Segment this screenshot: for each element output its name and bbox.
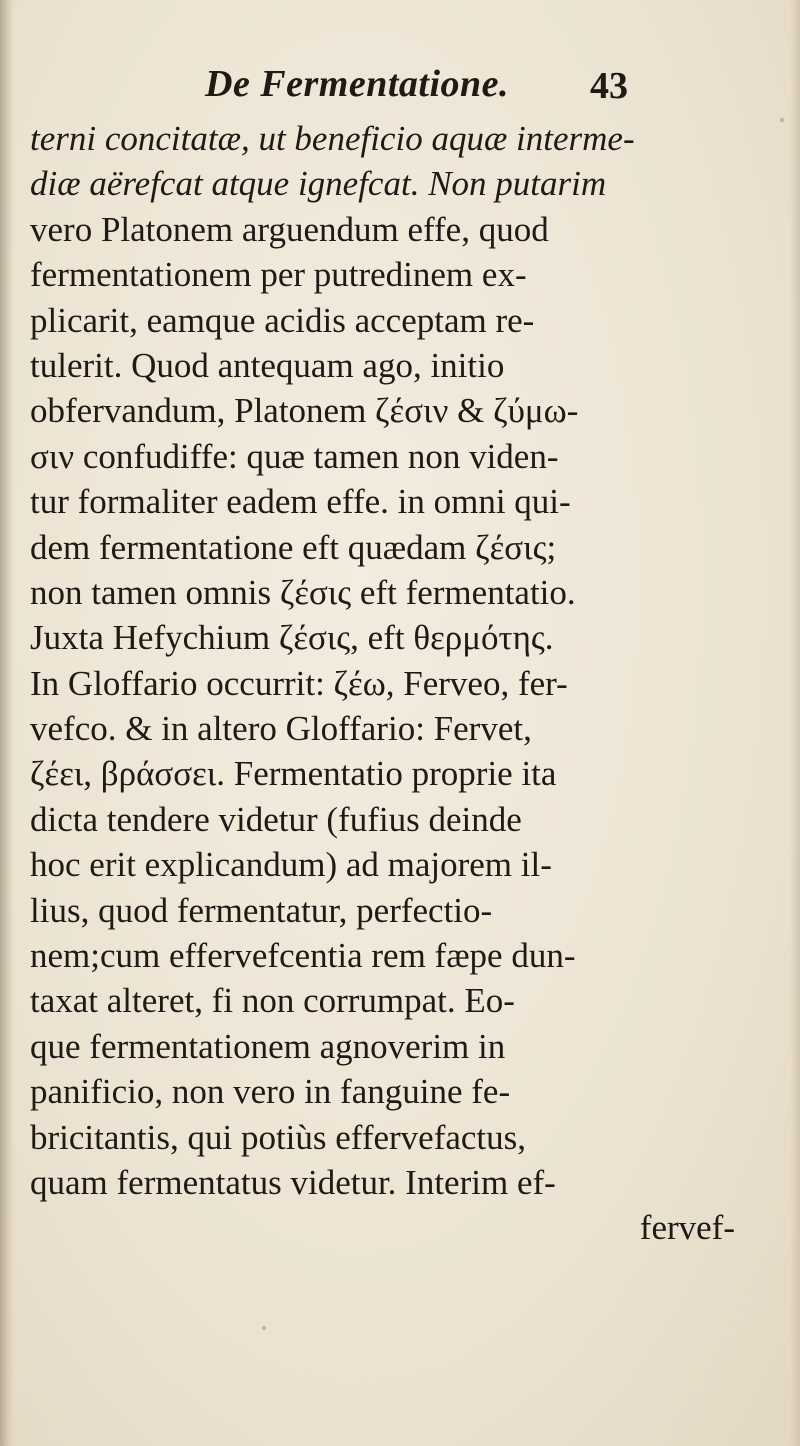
- text-line: quam fermentatus videtur. Interim ef-: [30, 1162, 556, 1202]
- text-line: obfervandum, Platonem ζέσιν & ζύμω-: [30, 391, 579, 431]
- text-line: tulerit. Quod antequam ago, initio: [30, 345, 505, 385]
- text-line: ζέει, βράσσει. Fermentatio proprie ita: [30, 754, 557, 794]
- catchword: fervef-: [639, 1208, 735, 1248]
- text-line: bricitantis, qui potiùs effervefactus,: [30, 1117, 527, 1157]
- text-line: lius, quod fermentatur, perfectio-: [30, 890, 493, 930]
- text-line: σιν confudiffe: quæ tamen non viden-: [30, 436, 559, 476]
- text-line: vero Platonem arguendum effe, quod: [30, 209, 549, 249]
- text-line: hoc erit explicandum) ad majorem il-: [30, 845, 552, 885]
- text-line: Juxta Hefychium ζέσις, eft θερμότης.: [30, 618, 554, 658]
- text-line: dicta tendere videtur (fufius deinde: [30, 799, 522, 839]
- text-line: In Gloffario occurrit: ζέω, Ferveo, fer-: [30, 663, 568, 703]
- text-line: terni concitatæ, ut beneficio aquæ interme-: [30, 119, 635, 158]
- page-edge: [790, 0, 800, 1446]
- text-line: diæ aërefcat atque ignefcat. Non putarim: [30, 164, 607, 204]
- text-line: taxat alteret, fi non corrumpat. Eo-: [30, 981, 515, 1021]
- text-line: panificio, non vero in fanguine fe-: [30, 1072, 511, 1112]
- running-head: [0, 62, 800, 108]
- text-line: dem fermentatione eft quædam ζέσις;: [30, 527, 557, 567]
- binding-gutter: [0, 0, 14, 1446]
- text-line: vefco. & in altero Gloffario: Fervet,: [30, 709, 532, 749]
- text-line: que fermentationem agnoverim in: [30, 1026, 506, 1066]
- text-line: non tamen omnis ζέσις eft fermentatio.: [30, 572, 576, 612]
- page-number: 43: [590, 65, 628, 107]
- text-line: fermentationem per putredinem ex-: [30, 255, 527, 295]
- text-line: tur formaliter eadem effe. in omni qui-: [30, 482, 571, 522]
- text-line: nem;cum effervefcentia rem fæpe dun-: [30, 936, 576, 976]
- paper-speck: [780, 118, 784, 122]
- running-title: De Fermentatione.: [205, 63, 510, 105]
- paper-speck: [262, 1326, 266, 1330]
- body-text: [30, 116, 770, 1251]
- text-line: plicarit, eamque acidis acceptam re-: [30, 300, 535, 340]
